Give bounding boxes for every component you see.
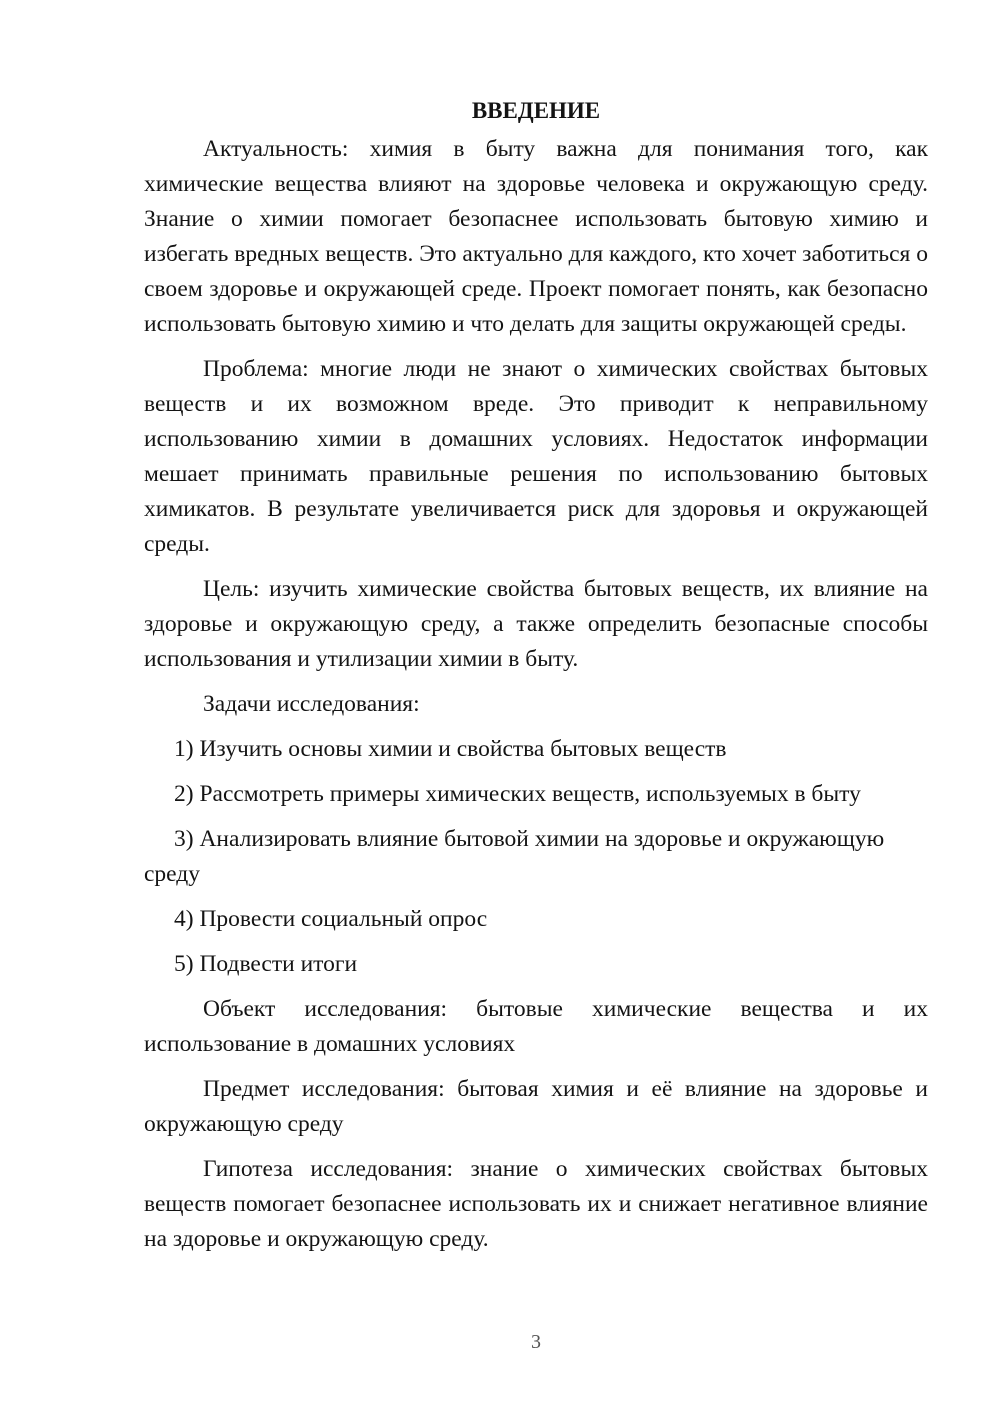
task-item: 2) Рассмотреть примеры химических веществ, используемых в быту	[174, 781, 861, 807]
hypothesis-paragraph: Гипотеза исследования: знание о химических свойствах бытовых веществ помогает безопаснее использовать их и снижает негативное влияние на здоровье и окружающую среду.	[144, 1156, 928, 1252]
page-content	[144, 93, 928, 1267]
section-title: ВВЕДЕНИЕ	[471, 98, 601, 123]
tasks-heading: Задачи исследования:	[203, 691, 420, 717]
goal-paragraph: Цель: изучить химические свойства бытовых веществ, их влияние на здоровье и окружающую среду, а также определить безопасные способы использования и утилизации химии в быту.	[144, 576, 928, 672]
page-number: 3	[531, 1331, 541, 1353]
tasks-list	[144, 732, 928, 982]
problem-paragraph: Проблема: многие люди не знают о химических свойствах бытовых веществ и их возможном вреде. Это приводит к неправильному использованию химии в домашних условиях. Недостаток информации мешает принимать правильные решения по использованию бытовых химикатов. В результате увеличивается риск для здоровья и окружающей среды.	[144, 356, 928, 557]
subject-paragraph: Предмет исследования: бытовая химия и её влияние на здоровье и окружающую среду	[144, 1076, 928, 1137]
relevance-paragraph: Актуальность: химия в быту важна для понимания того, как химические вещества влияют на здоровье человека и окружающую среду. Знание о химии помогает безопаснее использовать бытовую химию и избегать вредных веществ. Это актуально для каждого, кто хочет заботиться о своем здоровье и окружающей среде. Проект помогает понять, как безопасно использовать бытовую химию и что делать для защиты окружающей среды.	[144, 136, 928, 337]
object-paragraph: Объект исследования: бытовые химические вещества и их использование в домашних условиях	[144, 996, 928, 1057]
task-item: 5) Подвести итоги	[174, 951, 358, 977]
task-item: 3) Анализировать влияние бытовой химии на здоровье и окружающую среду	[144, 826, 885, 887]
task-item: 4) Провести социальный опрос	[174, 906, 488, 932]
task-item: 1) Изучить основы химии и свойства бытовых веществ	[174, 736, 727, 762]
